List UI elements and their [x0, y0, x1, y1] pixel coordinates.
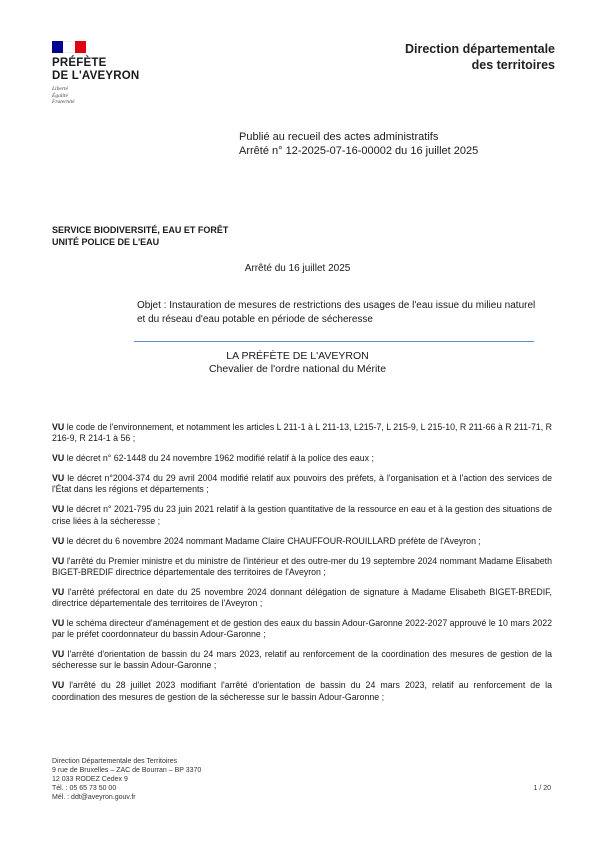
vu-keyword: VU: [52, 453, 65, 464]
vu-item: [52, 473, 552, 495]
vu-keyword: VU: [52, 535, 65, 546]
direction-line-1: Direction départementale: [404, 42, 555, 56]
vu-text: le décret n° 2021-795 du 23 juin 2021 relatif à la gestion quantitative de la ressource en eau et à la gestion des situations de crise liées à la sécheresse ;: [52, 504, 552, 526]
service-line-2: UNITÉ POLICE DE L'EAU: [52, 237, 160, 247]
vu-text: l'arrêté du 28 juillet 2023 modifiant l'arrêté d'orientation de bassin du 24 mars 2023, relatif au renforcement de la coordination des mesures de gestion de la sécheresse sur le bassin Adour-Garonne ;: [52, 680, 552, 702]
vu-text: l'arrêté du Premier ministre et du ministre de l'intérieur et des outre-mer du 19 septembre 2024 nommant Madame Elisabeth BIGET-BREDIF directrice départementale des territoires de l'Aveyron ;: [52, 555, 552, 577]
motto-egalite: Égalité: [52, 92, 68, 99]
service-line-1: SERVICE BIODIVERSITÉ, EAU ET FORÊT: [52, 225, 229, 235]
vu-item: [52, 618, 552, 640]
republic-motto: [52, 86, 75, 106]
vu-keyword: VU: [52, 586, 65, 597]
logo-line-2: DE L'AVEYRON: [52, 70, 140, 82]
logo-line-1: PRÉFÈTE: [52, 57, 107, 69]
vu-keyword: VU: [52, 555, 65, 566]
direction-title: [405, 41, 555, 73]
vu-item: [52, 680, 552, 702]
footer-line: 9 rue de Bruxelles – ZAC de Bourran – BP 3370: [52, 767, 202, 774]
vu-keyword: VU: [52, 618, 65, 629]
footer-line: 12 033 RODEZ Cedex 9: [52, 776, 128, 783]
vu-keyword: VU: [52, 422, 65, 432]
vu-text: le décret n°2004-374 du 29 avril 2004 modifié relatif aux pouvoirs des préfets, à l'organisation et à l'action des services de l'État dans les régions et départements ;: [52, 473, 552, 495]
vu-item: [52, 556, 552, 578]
vu-text: le schéma directeur d'aménagement et de gestion des eaux du bassin Adour-Garonne 2022-2027 approuvé le 10 mars 2022 par le préfet coordonnateur du bassin Adour-Garonne ;: [52, 618, 552, 640]
motto-liberte: Liberté: [52, 86, 68, 92]
vu-item: [52, 649, 552, 671]
vu-text: le code de l'environnement, et notamment les articles L 211-1 à L 211-13, L215-7, L 215-9, L 215-10, R 211-66 à R 211-71, R 216-9, R 214-1 à 56 ;: [52, 422, 553, 444]
vu-item: [52, 587, 552, 609]
separator-rule: [134, 341, 534, 342]
motto-fraternite: Fraternité: [52, 99, 75, 105]
vu-item: [52, 453, 552, 464]
direction-line-2: des territoires: [471, 58, 555, 72]
prefete-line-1: LA PRÉFÈTE DE L'AVEYRON: [226, 350, 369, 362]
objet-text: Objet : Instauration de mesures de restrictions des usages de l'eau issue du milieu naturel et du réseau d'eau potable en période de sécheresse: [137, 300, 536, 325]
vu-text: le décret du 6 novembre 2024 nommant Madame Claire CHAUFFOUR-ROUILLARD préfète de l'Aveyron ;: [66, 535, 481, 546]
vu-keyword: VU: [52, 504, 65, 515]
french-flag-logo: [52, 41, 86, 53]
vu-keyword: VU: [52, 680, 65, 691]
vu-text: l'arrêté d'orientation de bassin du 24 mars 2023, relatif au renforcement de la coordination des mesures de gestion de la sécheresse sur le bassin Adour-Garonne ;: [52, 649, 552, 671]
publication-line-2: Arrêté n° 12-2025-07-16-00002 du 16 juillet 2025: [239, 145, 479, 157]
service-heading: [52, 224, 228, 248]
prefete-line-2: Chevalier de l'ordre national du Mérite: [208, 363, 387, 375]
vu-text: l'arrêté préfectoral en date du 25 novembre 2024 donnant délégation de signature à Madame Elisabeth BIGET-BREDIF, directrice départementale des territoires de l'Aveyron ;: [52, 586, 552, 609]
vu-text: le décret n° 62-1448 du 24 novembre 1962 modifié relatif à la police des eaux ;: [66, 453, 374, 464]
publication-notice: [239, 130, 478, 158]
footer-line: Direction Départementale des Territoires: [52, 758, 178, 765]
arrete-date: Arrêté du 16 juillet 2025: [244, 263, 351, 274]
prefete-title: [0, 350, 595, 376]
vu-keyword: VU: [52, 649, 65, 660]
vu-item: [52, 536, 552, 547]
page-number: 1 / 20: [533, 785, 551, 792]
vu-item: [52, 504, 552, 526]
prefete-logo-text: [52, 57, 139, 83]
footer-line: Tél. : 05 65 73 50 00: [52, 785, 117, 792]
publication-line-1: Publié au recueil des actes administratifs: [239, 131, 439, 143]
vu-item: [52, 422, 552, 444]
footer-address: [52, 757, 201, 802]
footer-line: Mél. : ddt@aveyron.gouv.fr: [52, 794, 136, 801]
vu-keyword: VU: [52, 473, 65, 484]
vu-list: [52, 422, 552, 708]
